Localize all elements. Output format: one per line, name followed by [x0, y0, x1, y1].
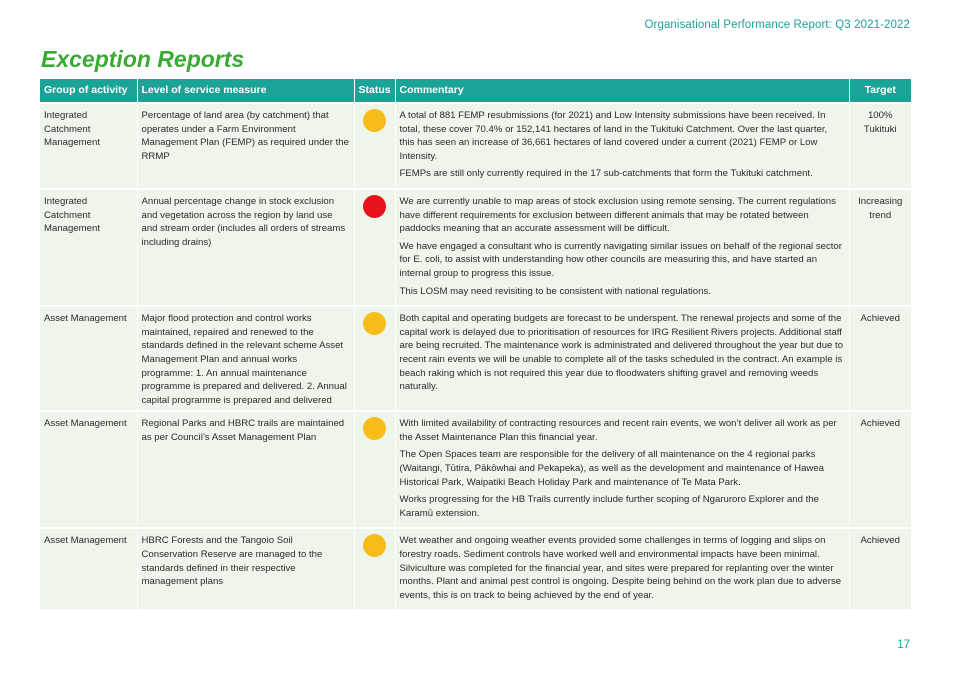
status-cell [354, 103, 395, 189]
commentary-cell [395, 411, 849, 528]
target-cell: 100% Tukituki [849, 103, 911, 189]
column-header-group: Group of activity [40, 79, 137, 103]
target-cell: Increasing trend [849, 189, 911, 306]
group-of-activity-cell: Asset Management [40, 306, 137, 411]
target-cell: Achieved [849, 306, 911, 411]
status-amber-indicator [363, 312, 386, 335]
commentary-cell [395, 528, 849, 609]
column-header-target: Target [849, 79, 911, 103]
table-row [40, 306, 911, 411]
level-of-service-cell: Major flood protection and control works maintained, repaired and renewed to the standards defined in the relevant scheme Asset Management Plan and annual works programme: 1. An annual maintenance programme is prepared and delivered. 2. Annual capital programme is prepared and delivered [137, 306, 354, 411]
report-title: Organisational Performance Report: Q3 2021-2022 [644, 19, 910, 31]
table-row [40, 189, 911, 306]
group-of-activity-cell: Asset Management [40, 528, 137, 609]
commentary-paragraph: Wet weather and ongoing weather events provided some challenges in terms of logging and slips on forestry roads. Sediment controls have worked well and environmental impacts have been minimal. Silviculture was completed for the financial year, and sites were prepared for replanting over the winter months. Plant and animal pest control is ongoing. Despite being behind on the work plan due to adverse events, this is on track to being achieved by the end of year. [399, 535, 842, 601]
table-row [40, 528, 911, 609]
commentary-paragraph: Works progressing for the HB Trails currently include further scoping of Ngaruroro Explorer and the Karamū extension. [399, 494, 819, 519]
status-amber-indicator [363, 534, 386, 557]
commentary-cell [395, 306, 849, 411]
commentary-cell [395, 103, 849, 189]
commentary-paragraph: FEMPs are still only currently required in the 17 sub-catchments that form the Tukituki catchment. [399, 168, 813, 180]
commentary-paragraph: We are currently unable to map areas of stock exclusion using remote sensing. The current regulations have different requirements for exclusion between different animals that may be rotated between paddocks meaning that an accurate assessment will be difficult. [399, 195, 836, 235]
commentary-paragraph: Both capital and operating budgets are forecast to be underspent. The renewal projects and some of the capital work is delayed due to prioritisation of resources for IRG Resilient Rivers projects. Additional staff are being recruited. The maintenance work is administrated and delivered throughout the year but due to recent rain events we will be unable to complete all of the tasks scheduled in the contract. An example is beach raking which is not required this year due to floodwaters shifting gravel and removing weeds naturally. [399, 313, 844, 393]
column-header-status: Status [354, 79, 395, 103]
commentary-paragraph: The Open Spaces team are responsible for the delivery of all maintenance on the 4 regional parks (Waitangi, Tūtira, Pākōwhai and Pekapeka), as well as the development and maintenance of Hawea Historical Park, Waipatiki Beach Holiday Park and maintenance of Te Mata Park. [399, 449, 824, 488]
group-of-activity-cell: Integrated Catchment Management [40, 103, 137, 189]
status-red-indicator [363, 195, 386, 218]
status-amber-indicator [363, 109, 386, 132]
commentary-paragraph: This LOSM may need revisiting to be consistent with national regulations. [399, 285, 711, 297]
status-cell [354, 306, 395, 411]
target-cell: Achieved [849, 411, 911, 528]
status-cell [354, 528, 395, 609]
status-cell [354, 189, 395, 306]
table-row [40, 103, 911, 189]
commentary-paragraph: A total of 881 FEMP resubmissions (for 2021) and Low Intensity submissions have been received. In total, these cover 70.4% or 152,141 hectares of land in the Tukituki Catchment. Over the last quarter, this has seen an increase of 36,661 hectares of land covered under a current (2021) FEMP or Low Intensity. [399, 110, 828, 162]
column-header-commentary: Commentary [395, 79, 849, 103]
table-row [40, 411, 911, 528]
target-cell: Achieved [849, 528, 911, 609]
column-header-level: Level of service measure [137, 79, 354, 103]
level-of-service-cell: Percentage of land area (by catchment) that operates under a Farm Environment Management Plan (FEMP) as required under the RRMP [137, 103, 354, 189]
level-of-service-cell: Regional Parks and HBRC trails are maintained as per Council’s Asset Management Plan [137, 411, 354, 528]
group-of-activity-cell: Integrated Catchment Management [40, 189, 137, 306]
status-cell [354, 411, 395, 528]
status-amber-indicator [363, 417, 386, 440]
page-number: 17 [897, 639, 910, 651]
level-of-service-cell: HBRC Forests and the Tangoio Soil Conservation Reserve are managed to the standards defined in their respective management plans [137, 528, 354, 609]
exception-reports-table [40, 79, 911, 609]
page-heading: Exception Reports [41, 46, 245, 72]
commentary-paragraph: With limited availability of contracting resources and recent rain events, we won’t deliver all work as per the Asset Maintenance Plan this financial year. [399, 418, 837, 443]
commentary-paragraph: We have engaged a consultant who is currently navigating similar issues on behalf of the regional sector for E. coli, to assist with understanding how other councils are measuring this, and have started an internal group to progress this issue. [399, 240, 842, 279]
group-of-activity-cell: Asset Management [40, 411, 137, 528]
level-of-service-cell: Annual percentage change in stock exclusion and vegetation across the region by land use and stream order (includes all orders of streams including drains) [137, 189, 354, 306]
table-header-row [40, 79, 911, 103]
commentary-cell [395, 189, 849, 306]
